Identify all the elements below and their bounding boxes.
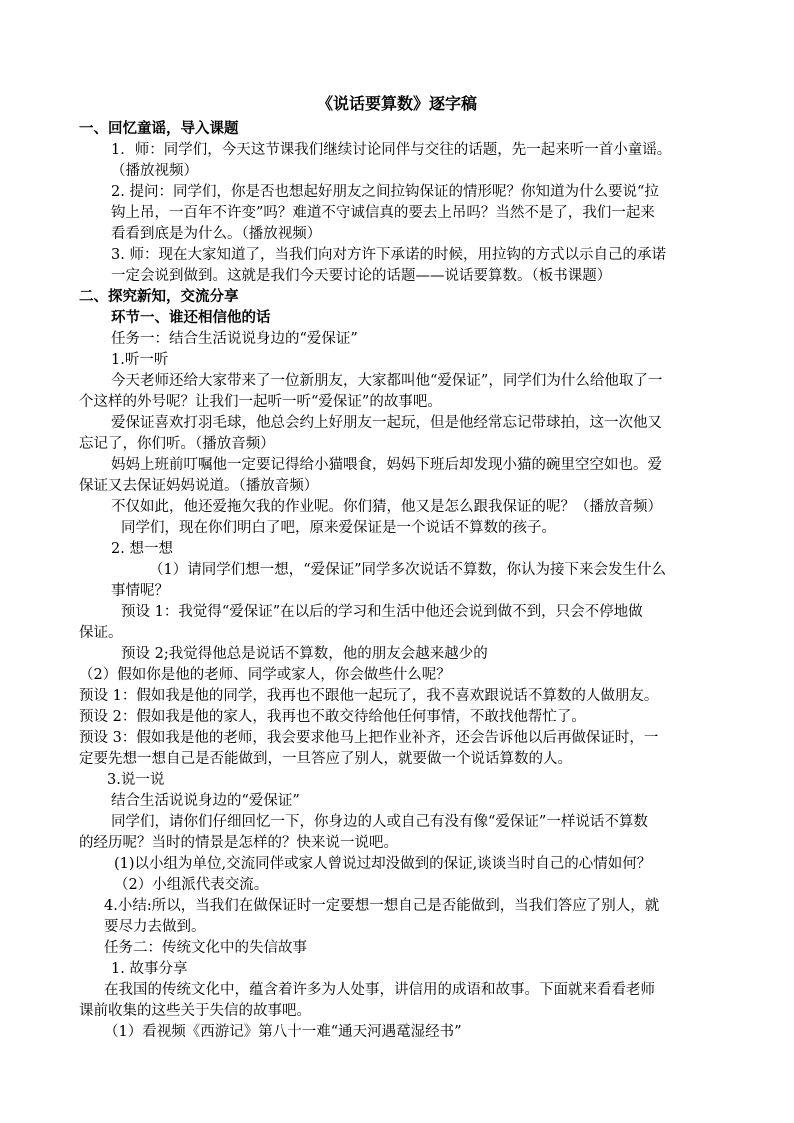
- paragraph-line: 不仅如此，他还爱拖欠我的作业呢。你们猜，他又是怎么跟我保证的呢？（播放音频）: [111, 499, 662, 515]
- paragraph-line: 保证又去保证妈妈说道。（播放音频）: [79, 478, 319, 494]
- paragraph-line: 事情呢？: [111, 583, 169, 599]
- paragraph-line: 4.小结:所以，当我们在做保证时一定要想一想自己是否能做到，当我们答应了别人，就: [104, 898, 660, 914]
- paragraph-line: 预设 2;我觉得他总是说话不算数，他的朋友会越来越少的: [121, 646, 488, 662]
- task-heading: 任务一：结合生活说说身边的“爱保证”: [111, 331, 358, 347]
- paragraph-line: 妈妈上班前叮嘱他一定要记得给小猫喂食，妈妈下班后却发现小猫的碗里空空如也。爱: [111, 457, 662, 473]
- task-heading: 任务二：传统文化中的失信故事: [104, 940, 307, 956]
- paragraph-line: 课前收集的这些关于失信的故事吧。: [79, 1003, 311, 1019]
- paragraph-line: 今天老师还给大家带来了一位新朋友，大家都叫他“爱保证”，同学们为什么给他取了一: [111, 373, 663, 389]
- paragraph-line: （1）看视频《西游记》第八十一难“通天河遇鼋湿经书”: [104, 1024, 462, 1040]
- subsection-heading: 环节一、谁还相信他的话: [111, 309, 271, 326]
- paragraph-line: 忘记了，你们听。（播放音频）: [79, 436, 275, 452]
- paragraph-line: 结合生活说说身边的“爱保证”: [111, 793, 300, 809]
- paragraph-line: 看看到底是为什么。（播放视频）: [111, 226, 322, 242]
- paragraph-line: 保证。: [79, 625, 123, 641]
- document-title: 《说话要算数》逐字稿: [316, 94, 477, 113]
- section-heading: 一、回忆童谣，导入课题: [79, 120, 239, 137]
- paragraph-line: 一定会说到做到。这就是我们今天要讨论的话题——说话要算数。（板书课题）: [111, 268, 612, 284]
- section-heading: 二、探究新知，交流分享: [79, 288, 239, 305]
- paragraph-line: 3.说一说: [107, 772, 165, 788]
- paragraph-line: （1）请同学们想一想，“爱保证”同学多次说话不算数，你认为接下来会发生什么: [149, 562, 667, 578]
- paragraph-line: 1．师：同学们，今天这节课我们继续讨论同伴与交往的话题，先一起来听一首小童谣。: [111, 142, 672, 158]
- paragraph-line: 钩上吊，一百年不许变”吗？难道不守诚信真的要去上吊吗？当然不是了，我们一起来: [111, 205, 655, 221]
- paragraph-line: （2）假如你是他的老师、同学或家人，你会做些什么呢？: [79, 667, 451, 683]
- paragraph-line: 的经历呢？当时的情景是怎样的？快来说一说吧。: [79, 835, 398, 851]
- paragraph-line: 2. 想一想: [111, 541, 173, 557]
- paragraph-line: 预设 3：假如我是他的老师，我会要求他马上把作业补齐，还会告诉他以后再做保证时，一: [79, 730, 659, 746]
- paragraph-line: （播放视频）: [111, 163, 198, 179]
- paragraph-line: (1)以小组为单位,交流同伴或家人曾说过却没做到的保证,谈谈当时自己的心情如何？: [114, 856, 652, 872]
- paragraph-line: 1. 故事分享: [111, 961, 188, 977]
- paragraph-line: 2. 提问：同学们，你是否也想起好朋友之间拉钩保证的情形呢？你知道为什么要说“拉: [111, 184, 659, 200]
- paragraph-line: 个这样的外号呢？让我们一起听一听“爱保证”的故事吧。: [79, 394, 442, 410]
- paragraph-line: 预设 2：假如我是他的家人，我再也不敢交待给他任何事情，不敢找他帮忙了。: [79, 709, 586, 725]
- paragraph-line: （2）小组派代表交流。: [114, 877, 269, 893]
- paragraph-line: 同学们，请你们仔细回忆一下，你身边的人或自己有没有像“爱保证”一样说话不算数: [111, 814, 648, 830]
- paragraph-line: 预设 1：假如我是他的同学，我再也不跟他一起玩了，我不喜欢跟说话不算数的人做朋友。: [79, 688, 659, 704]
- paragraph-line: 要尽力去做到。: [104, 919, 206, 935]
- paragraph-line: 爱保证喜欢打羽毛球，他总会约上好朋友一起玩，但是他经常忘记带球拍，这一次他又: [111, 415, 662, 431]
- paragraph-line: 3. 师：现在大家知道了，当我们向对方许下承诺的时候，用拉钩的方式以示自己的承诺: [111, 247, 666, 263]
- paragraph-line: 同学们，现在你们明白了吧，原来爱保证是一个说话不算数的孩子。: [121, 520, 556, 536]
- paragraph-line: 预设 1：我觉得“爱保证”在以后的学习和生活中他还会说到做不到，只会不停地做: [121, 604, 643, 620]
- paragraph-line: 在我国的传统文化中，蕴含着许多为人处事，讲信用的成语和故事。下面就来看看老师: [104, 982, 655, 998]
- paragraph-line: 定要先想一想自己是否能做到，一旦答应了别人，就要做一个说话算数的人。: [79, 751, 572, 767]
- paragraph-line: 1.听一听: [111, 352, 169, 368]
